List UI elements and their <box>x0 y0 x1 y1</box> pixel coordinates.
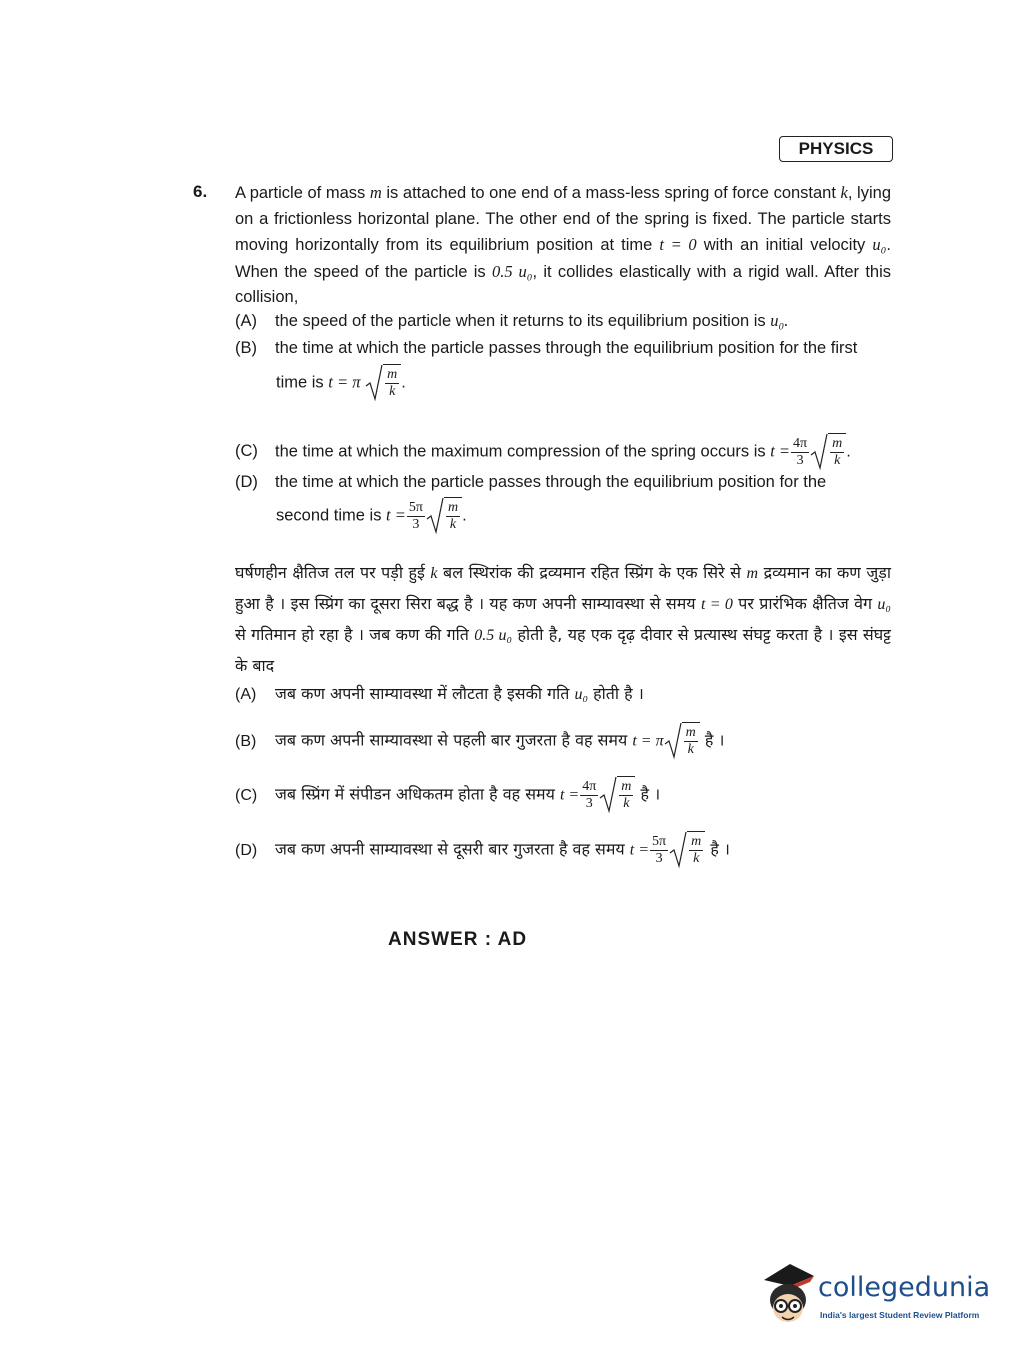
option-c-english: (C) the time at which the maximum compression of the spring occurs is t = $\frac{4\pi}{3}$ $\frac{m}{k}$ . <box>235 433 851 471</box>
option-b-english-formula: time is t = π $\frac{m}{k}$ . <box>276 364 406 402</box>
question-stem-english: A particle of mass m is attached to one end of a mass-less spring of force constant k, lying on a frictionless horizontal plane. The other end of the spring is fixed. The particle starts moving horizontally from its equilibrium position at time t = 0 with an initial velocity u₀. When the speed of the particle is 0.5 u₀, it collides elastically with a rigid wall. After this collision, <box>235 183 891 306</box>
sqrt-symbol: $\frac{m}{k}$ <box>810 433 846 471</box>
option-d-english-formula: second time is t = $\frac{5\pi}{3}$ $\frac{m}{k}$ . <box>276 497 467 535</box>
brand-name: collegedunia <box>818 1272 991 1303</box>
option-d-hindi: (D) जब कण अपनी साम्यावस्था से दूसरी बार गुजरता है वह समय t = $\frac{5\pi}{3}$ $\frac{m}{k}$ है । <box>235 831 730 869</box>
option-b-hindi: (B) जब कण अपनी साम्यावस्था से पहली बार गुजरता है वह समय t = π $\frac{m}{k}$ है । <box>235 722 724 760</box>
sqrt-symbol: $\frac{m}{k}$ <box>669 831 705 869</box>
sqrt-symbol: $\frac{m}{k}$ <box>599 776 635 814</box>
sqrt-symbol: $\frac{m}{k}$ <box>664 722 700 760</box>
collegedunia-logo[interactable] <box>760 1262 990 1334</box>
question-number: 6. <box>193 182 208 201</box>
mascot-icon <box>760 1262 816 1334</box>
option-a-hindi: (A) जब कण अपनी साम्यावस्था में लौटता है इसकी गति u₀ होती है । <box>235 684 644 703</box>
answer-key: ANSWER : AD <box>388 929 528 950</box>
option-c-hindi: (C) जब स्प्रिंग में संपीडन अधिकतम होता है वह समय t = $\frac{4\pi}{3}$ $\frac{m}{k}$ है । <box>235 776 660 814</box>
sqrt-symbol: $\frac{m}{k}$ <box>426 497 462 535</box>
option-a-english: (A) the speed of the particle when it returns to its equilibrium position is u₀. <box>235 311 789 330</box>
brand-tagline: India's largest Student Review Platform <box>820 1310 980 1320</box>
option-b-english: (B) the time at which the particle passes through the equilibrium position for the first <box>235 339 858 357</box>
sqrt-symbol: $\frac{m}{k}$ <box>365 364 401 402</box>
question-stem-hindi: घर्षणहीन क्षैतिज तल पर पड़ी हुई k बल स्थिरांक की द्रव्यमान रहित स्प्रिंग के एक सिरे से m द्रव्यमान का कण जुड़ा हुआ है । इस स्प्रिंग का दूसरा सिरा बद्ध है । यह कण अपनी साम्यावस्था से समय t = 0 पर प्रारंभिक क्षैतिज वेग u₀ से गतिमान हो रहा है । जब कण की गति 0.5 u₀ होती है, यह एक दृढ़ दीवार से प्रत्यास्थ संघट्ट करता है । इस संघट्ट के बाद <box>235 563 891 675</box>
subject-tag: PHYSICS <box>779 136 893 162</box>
option-d-english: (D) the time at which the particle passes through the equilibrium position for the <box>235 473 827 491</box>
